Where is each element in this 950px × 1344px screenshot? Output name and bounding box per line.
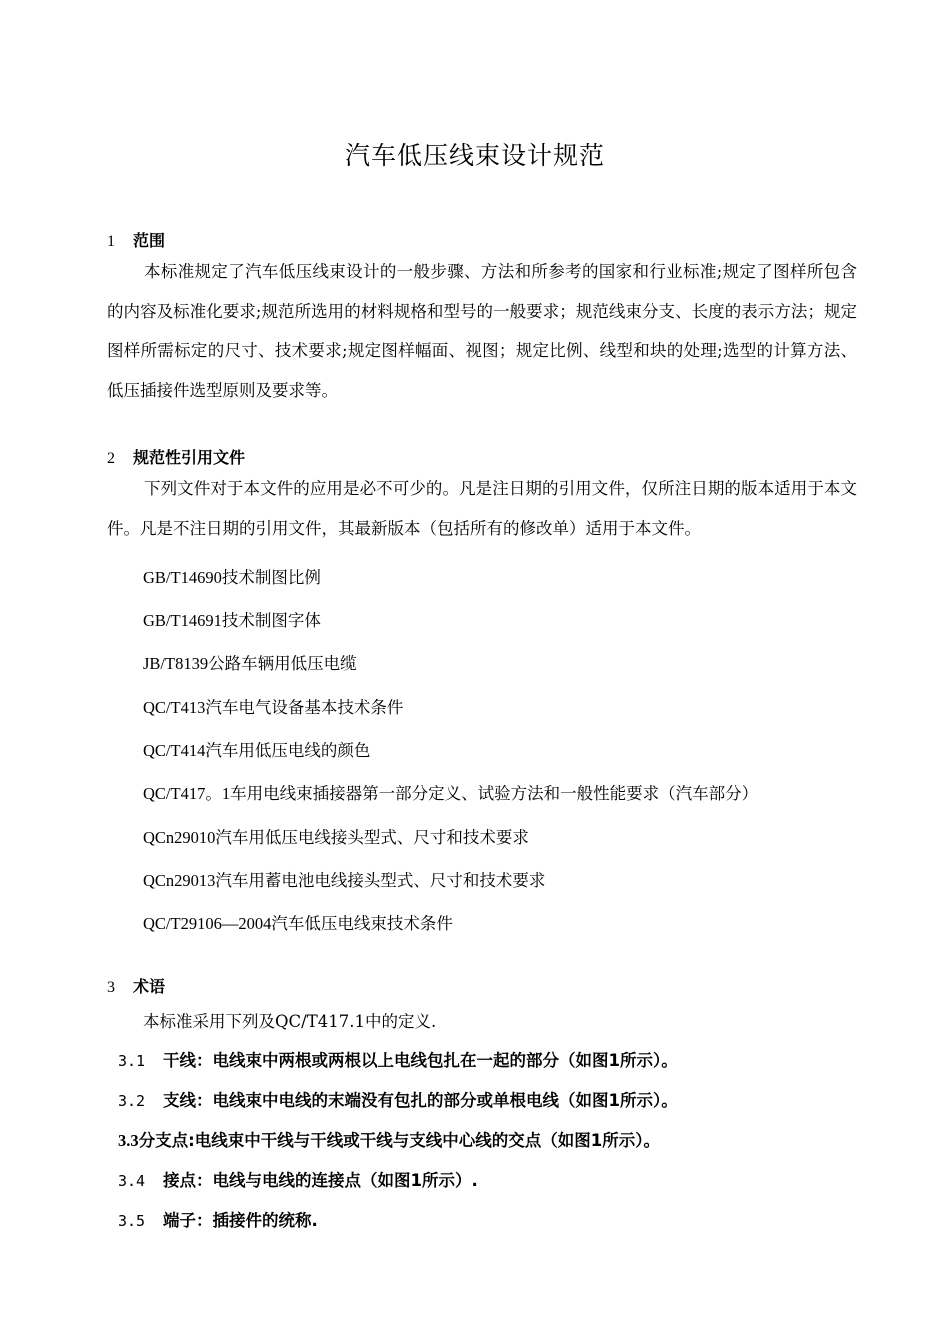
reference-item <box>143 694 403 718</box>
section-number: 2 <box>107 450 115 467</box>
reference-item <box>143 564 321 588</box>
references-paragraph: 下列文件对于本文件的应用是必不可少的。凡是注日期的引用文件，仅所注日期的版本适用于本文件。凡是不注日期的引用文件，其最新版本（包括所有的修改单）适用于本文件。 <box>107 479 857 538</box>
reference-code: GB/T14690 <box>143 568 222 587</box>
term-definition <box>118 1087 678 1111</box>
reference-code: QC/T417。1 <box>143 784 231 803</box>
section-heading-terms <box>107 974 165 997</box>
section-title: 范围 <box>133 231 166 250</box>
reference-item <box>143 650 357 674</box>
reference-code: GB/T14691 <box>143 611 222 630</box>
term-text: 接点：电线与电线的连接点（如图1所示）. <box>163 1171 478 1190</box>
section-heading-scope <box>107 228 165 251</box>
reference-item <box>143 867 545 891</box>
section-title: 规范性引用文件 <box>133 448 246 467</box>
term-number: 3.1 <box>118 1052 146 1070</box>
section-number: 1 <box>107 233 115 250</box>
reference-code: QC/T29106—2004 <box>143 914 272 933</box>
section-heading-normative-references <box>107 445 245 468</box>
reference-item <box>143 607 321 631</box>
term-text: 干线：电线束中两根或两根以上电线包扎在一起的部分（如图1所示）。 <box>163 1051 678 1070</box>
scope-paragraph: 本标准规定了汽车低压线束设计的一般步骤、方法和所参考的国家和行业标准;规定了图样所包含的内容及标准化要求;规范所选用的材料规格和型号的一般要求；规范线束分支、长度的表示方法；规定图样所需标定的尺寸、技术要求;规定图样幅面、视图；规定比例、线型和块的处理;选型的计算方法、低压插接件选型原则及要求等。 <box>107 262 857 400</box>
reference-item <box>143 780 758 804</box>
reference-name: 技术制图字体 <box>221 611 321 630</box>
reference-name: 汽车低压电线束技术条件 <box>271 914 453 933</box>
term-text: 支线：电线束中电线的末端没有包扎的部分或单根电线（如图1所示）。 <box>163 1091 678 1110</box>
term-number: 3.5 <box>118 1212 146 1230</box>
reference-name: 公路车辆用低压电缆 <box>208 654 357 673</box>
section-number: 3 <box>107 979 115 996</box>
reference-item <box>143 824 529 848</box>
reference-name: 汽车用低压电线的颜色 <box>205 741 371 760</box>
section-title: 术语 <box>133 977 166 996</box>
term-text: 端子：插接件的统称. <box>163 1211 318 1230</box>
term-definition <box>118 1207 318 1231</box>
reference-name: 汽车用低压电线接头型式、尺寸和技术要求 <box>215 828 529 847</box>
reference-name: 技术制图比例 <box>221 568 321 587</box>
reference-code: JB/T8139 <box>143 654 209 673</box>
reference-code: QCn29010 <box>143 828 216 847</box>
term-definition <box>118 1047 678 1071</box>
reference-name: 汽车用蓄电池电线接头型式、尺寸和技术要求 <box>215 871 546 890</box>
terms-intro: 本标准采用下列及QC/T417.1中的定义. <box>143 1012 437 1031</box>
reference-name: 汽车电气设备基本技术条件 <box>205 698 404 717</box>
term-number: 3.2 <box>118 1092 146 1110</box>
reference-code: QCn29013 <box>143 871 216 890</box>
reference-code: QC/T413 <box>143 698 206 717</box>
reference-item <box>143 737 370 761</box>
term-definition <box>118 1127 660 1151</box>
document-title: 汽车低压线束设计规范 <box>344 141 605 170</box>
reference-code: QC/T414 <box>143 741 206 760</box>
reference-name: 车用电线束插接器第一部分定义、试验方法和一般性能要求（汽车部分） <box>230 784 759 803</box>
term-text: 分支点:电线束中干线与干线或干线与支线中心线的交点（如图1所示）。 <box>138 1131 660 1150</box>
term-number: 3.4 <box>118 1172 146 1190</box>
reference-item <box>143 910 453 934</box>
term-definition <box>118 1167 478 1191</box>
term-number: 3.3 <box>118 1131 139 1150</box>
